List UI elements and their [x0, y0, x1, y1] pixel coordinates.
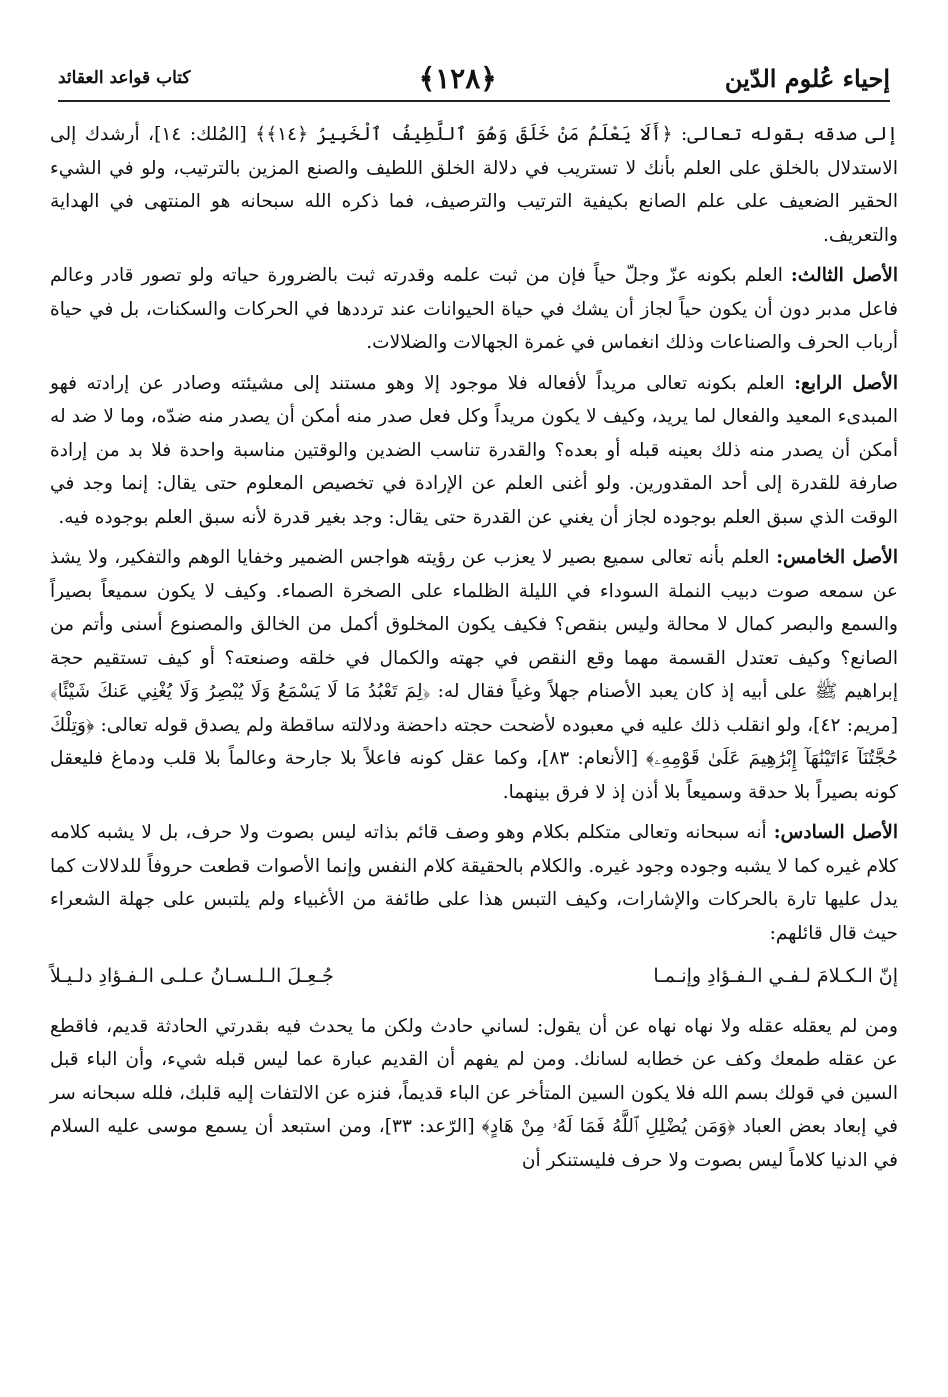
page-header [58, 56, 890, 102]
paragraph-text: إلى صدقه بقوله تعالى: ﴿أَلَا يَعْلَمُ مَنْ خَلَقَ وَهُوَ ٱللَّطِيفُ ٱلْخَبِيرُ ﴿١٤﴾﴾ [المُلك: ١٤]، أرشدك إلى الاستدلال بالخلق على العلم بأنك لا تستريب في دلالة الخلق اللطيف والصنع المزين بالترتيب، ولو في الشيء الحقير الضعيف على علم الصانع بكيفية الترتيب والترصيف، فما ذكره الله سبحانه هو المنتهى في الهداية والتعريف. [50, 124, 898, 246]
page-body [50, 118, 898, 1184]
paragraph-fifth-principle [50, 541, 898, 809]
paragraph-text: العلم بأنه تعالى سميع بصير لا يعزب عن رؤيته هواجس الضمير وخفايا الوهم والتفكير، ولا يشذ عن سمعه صوت دبيب النملة السوداء في الليلة الظلماء على الصخرة الصماء. وكيف لا يكون سميعاً بصيراً والسمع والبصر كمال لا محالة وليس بنقص؟ فكيف يكون المخلوق أكمل من الخالق والمصنوع أسنى وأتم من الصانع؟ وكيف تعتدل القسمة مهما وقع النقص في جهته والكمال في خلقه وصنعته؟ أو كيف تستقيم حجة إبراهيم ﷺ على أبيه إذ كان يعبد الأصنام جهلاً وغياً فقال له: ﴿لِمَ تَعْبُدُ مَا لَا يَسْمَعُ وَلَا يُبْصِرُ وَلَا يُغْنِي عَنكَ شَيْئًا﴾ [مريم: ٤٢]، ولو انقلب ذلك عليه في معبوده لأضحت حجته داحضة ودلالته ساقطة ولم يصدق قوله تعالى: ﴿وَتِلْكَ حُجَّتُنَآ ءَاتَيْنَٰهَآ إِبْرَٰهِيمَ عَلَىٰ قَوْمِهِۦ﴾ [الأنعام: ٨٣]، وكما عقل كونه فاعلاً بلا جارحة وعالماً بلا قلب ودماغ فليعقل كونه بصيراً بلا حدقة وسميعاً بلا أذن إذ لا فرق بينهما. [50, 547, 899, 803]
page-number: ﴿١٢٨﴾ [418, 61, 497, 95]
verse-first-hemistich: إنّ الـكـلامَ لـفـي الـفـؤادِ وإنـمـا [653, 965, 898, 987]
chapter-title: كتاب قواعد العقائد [58, 68, 191, 88]
paragraph-sixth-principle [50, 816, 898, 950]
paragraph-closing: ومن لم يعقله عقله ولا نهاه نهاه عن أن يقول: لساني حادث ولكن ما يحدث فيه بقدرتي الحادثة قديم، فاقطع عن عقله طمعك وكف عن خطابه لسانك. ومن لم يفهم أن القديم عبارة عما ليس قبله شيء، وأن الباء قبل السين في قولك بسم الله فلا يكون السين المتأخر عن الباء قديماً، فنزه عن الالتفات إليه قلبك، فلله سبحانه سر في إبعاد بعض العباد ﴿وَمَن يُضْلِلِ ٱللَّهُ فَمَا لَهُۥ مِنْ هَادٍ﴾ [الرّعد: ٣٣]، ومن استبعد أن يسمع موسى عليه السلام في الدنيا كلاماً ليس بصوت ولا حرف فليستنكر أن [50, 1015, 898, 1171]
paragraph-third-principle [50, 259, 898, 360]
poetry-verse [50, 960, 898, 994]
verse-second-hemistich: جُـعِـلَ الـلـسـانُ عـلـى الـفـؤادِ دلـيـلاً [50, 965, 334, 987]
paragraph-lead: الأصل الخامس: [776, 547, 898, 568]
book-title: إحياء عُلوم الدّين [724, 63, 890, 93]
paragraph-text: العلم بكونه تعالى مريداً لأفعاله فلا موجود إلا وهو مستند إلى مشيئته وصادر عن إرادته فهو المبدىء المعيد والفعال لما يريد، وكيف لا يكون مريداً وكل فعل صدر منه أمكن أن يصدر منه ضدّه، وما لا ضد له أمكن أن يصدر منه ذلك بعينه قبله أو بعده؟ والقدرة تناسب الضدين والوقتين مناسبة واحدة فلا بد من إرادة صارفة للقدرة إلى أحد المقدورين. ولو أغنى العلم عن الإرادة في تخصيص المعلوم حتى يقال: إنما وجد في الوقت الذي سبق العلم بوجوده لجاز أن يغني عن القدرة حتى يقال: وجد بغير قدرة لأنه سبق العلم بوجوده فيه. [50, 372, 898, 528]
paragraph-fourth-principle [50, 367, 898, 535]
paragraph-lead: الأصل السادس: [773, 822, 898, 843]
paragraph-text: أنه سبحانه وتعالى متكلم بكلام وهو وصف قائم بذاته ليس بصوت ولا حرف، بل لا يشبه كلامه كلام غيره كما لا يشبه وجوده وجود غيره. والكلام بالحقيقة كلام النفس وإنما الأصوات قطعت حروفاً للدلالات كما يدل عليها تارة بالحركات والإشارات، وكيف التبس هذا على طائفة من الأغبياء ولم يلتبس على جهلة الشعراء حيث قال قائلهم: [50, 822, 898, 944]
paragraph-intro [50, 118, 898, 252]
paragraph-lead: الأصل الثالث: [790, 265, 898, 286]
paragraph-text: العلم بكونه عزّ وجلّ حياً فإن من ثبت علمه وقدرته ثبت بالضرورة حياته ولو تصور قادر وعالم فاعل مدبر دون أن يكون حياً لجاز أن يشك في حياة الحيوانات عند ترددها في الحركات والسكنات، بل في حياة أرباب الحرف والصناعات وذلك انغماس في غمرة الجهالات والضلالات. [50, 265, 898, 353]
paragraph-lead: الأصل الرابع: [794, 372, 898, 394]
